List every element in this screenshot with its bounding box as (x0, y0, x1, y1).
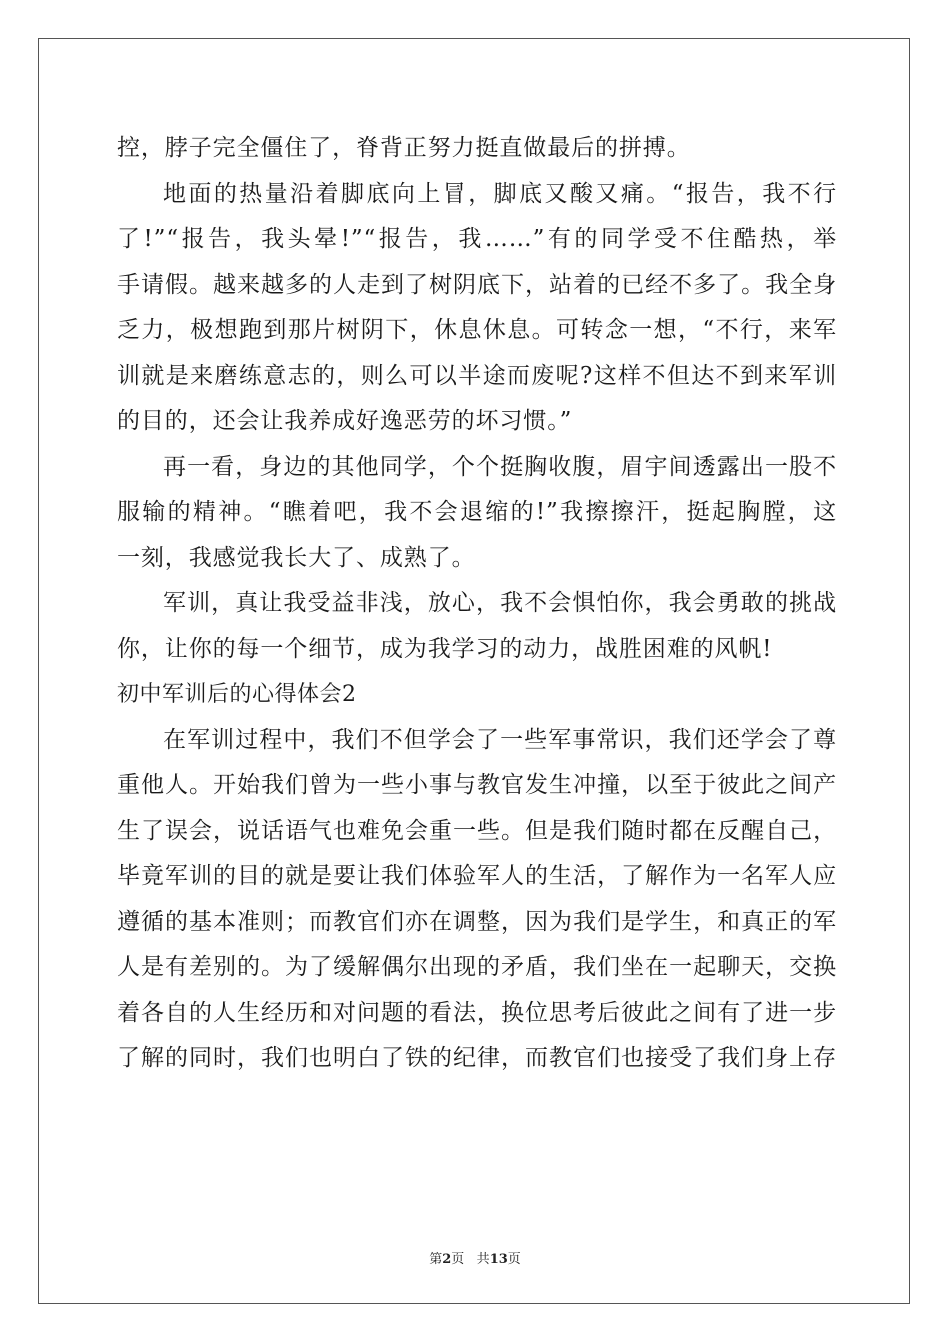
paragraph-line: 重他人。开始我们曾为一些小事与教官发生冲撞，以至于彼此之间产 (117, 772, 837, 798)
paragraph-line: 训就是来磨练意志的，则么可以半途而废呢?这样不但达不到来军训 (117, 362, 837, 389)
page-number: 2 (442, 1252, 452, 1267)
section-heading: 初中军训后的心得体会2 (117, 682, 357, 707)
paragraph-line: 再一看，身边的其他同学，个个挺胸收腹，眉宇间透露出一股不 (163, 453, 837, 480)
paragraph-line: 一刻，我感觉我长大了、成熟了。 (117, 544, 476, 571)
page-prefix: 第 (429, 1252, 443, 1267)
paragraph-line: 地面的热量沿着脚底向上冒，脚底又酸又痛。“报告，我不行 (163, 180, 837, 207)
section-paragraph (117, 718, 837, 1082)
paragraph-line: 手请假。越来越多的人走到了树阴底下，站着的已经不多了。我全身 (117, 271, 837, 298)
page-footer (0, 1248, 950, 1267)
total-prefix: 共 (476, 1252, 490, 1267)
paragraph-line: 控，脖子完全僵住了，脊背正努力挺直做最后的拼搏。 (117, 135, 691, 161)
page-suffix: 页 (451, 1252, 465, 1267)
paragraph-3 (117, 445, 837, 582)
total-suffix: 页 (507, 1252, 521, 1267)
paragraph-line: 军训，真让我受益非浅，放心，我不会惧怕你，我会勇敢的挑战 (163, 590, 837, 616)
paragraph-line: 遵循的基本准则；而教官们亦在调整，因为我们是学生，和真正的军 (117, 908, 837, 935)
paragraph-line: 在军训过程中，我们不但学会了一些军事常识，我们还学会了尊 (163, 726, 837, 753)
paragraph-line: 的目的，还会让我养成好逸恶劳的坏习惯。” (117, 408, 573, 434)
paragraph-line: 你，让你的每一个细节，成为我学习的动力，战胜困难的风帆! (117, 635, 773, 662)
document-body (117, 126, 837, 1082)
paragraph-line: 着各自的人生经历和对问题的看法，换位思考后彼此之间有了进一步 (117, 999, 837, 1026)
paragraph-line: 毕竟军训的目的就是要让我们体验军人的生活，了解作为一名军人应 (117, 863, 837, 889)
paragraph-4 (117, 581, 837, 672)
paragraph-line: 人是有差别的。为了缓解偶尔出现的矛盾，我们坐在一起聊天，交换 (117, 954, 837, 980)
paragraph-2 (117, 172, 837, 445)
paragraph-line: 服输的精神。“瞧着吧，我不会退缩的!”我擦擦汗，挺起胸膛，这 (117, 499, 837, 525)
paragraph-line: 生了误会，说话语气也难免会重一些。但是我们随时都在反醒自己， (117, 817, 837, 844)
paragraph-1 (117, 126, 837, 172)
paragraph-line: 乏力，极想跑到那片树阴下，休息休息。可转念一想，“不行，来军 (117, 317, 837, 343)
paragraph-line: 了解的同时，我们也明白了铁的纪律，而教官们也接受了我们身上存 (117, 1045, 837, 1071)
paragraph-line: 了!”“报告，我头晕!”“报告，我……”有的同学受不住酷热，举 (117, 226, 837, 252)
total-pages: 13 (489, 1252, 508, 1267)
